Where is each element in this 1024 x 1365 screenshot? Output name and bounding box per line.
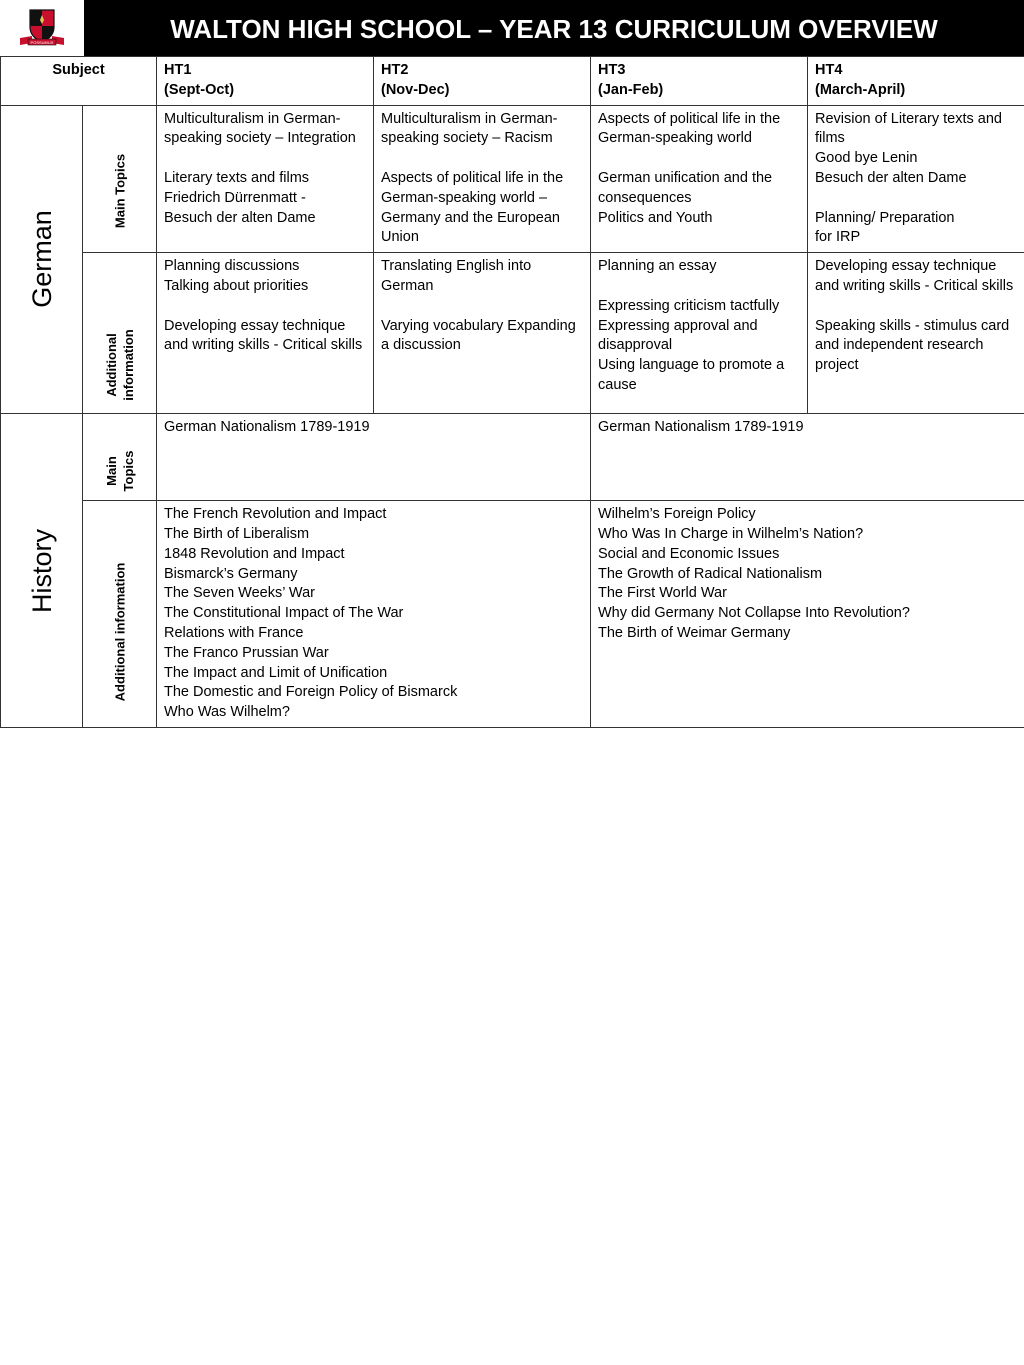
german-additional-ht2: Translating English into German Varying vocabulary Expanding a discussion (374, 253, 591, 414)
german-additional-ht4: Developing essay technique and writing skills - Critical skills Speaking skills - stimulus card and independent research project (808, 253, 1024, 414)
german-main-ht1: Multiculturalism in German-speaking society – Integration Literary texts and films Friedrich Dürrenmatt - Besuch der alten Dame (157, 105, 374, 253)
logo-motto: POSSUMUS (30, 40, 54, 45)
german-main-ht3: Aspects of political life in the German-speaking world German unification and the consequences Politics and Youth (591, 105, 808, 253)
term-label: HT4 (815, 62, 843, 78)
term-label: HT3 (598, 62, 626, 78)
history-main-ht1-ht2: German Nationalism 1789-1919 (157, 414, 591, 501)
history-main-row (1, 414, 1024, 501)
page-title: WALTON HIGH SCHOOL – YEAR 13 CURRICULUM OVERVIEW (170, 14, 938, 44)
row-label-additional-information (83, 501, 157, 728)
page-header (0, 0, 1024, 56)
german-additional-ht3: Planning an essay Expressing criticism tactfully Expressing approval and disapproval Using language to promote a cause (591, 253, 808, 414)
term-dates: (Sept-Oct) (164, 81, 235, 98)
crest-icon (18, 7, 66, 49)
subject-german (1, 105, 83, 414)
curriculum-table (0, 56, 1024, 728)
german-main-row (1, 105, 1024, 253)
german-additional-row (1, 253, 1024, 414)
row-label-text: Main Topics (112, 153, 127, 228)
subject-history (1, 414, 83, 728)
school-logo (0, 0, 84, 56)
term-header-ht1 (157, 57, 374, 106)
term-dates: (Nov-Dec) (381, 81, 450, 98)
term-header-ht2 (374, 57, 591, 106)
history-additional-row (1, 501, 1024, 728)
row-label-text: Additional information (103, 329, 136, 401)
term-dates: (Jan-Feb) (598, 81, 664, 98)
term-dates: (March-April) (815, 81, 906, 98)
row-label-main-topics (83, 105, 157, 253)
term-label: HT1 (164, 62, 192, 78)
term-header-ht4 (808, 57, 1024, 106)
history-additional-ht3-ht4: Wilhelm’s Foreign Policy Who Was In Charge in Wilhelm’s Nation? Social and Economic Issues The Growth of Radical Nationalism The First World War Why did Germany Not Collapse Into Revolution? The Birth of Weimar Germany (591, 501, 1024, 728)
history-main-ht3-ht4: German Nationalism 1789-1919 (591, 414, 1024, 501)
header-row (1, 57, 1024, 106)
subject-label: German (26, 210, 57, 309)
subject-header: Subject (1, 57, 157, 106)
german-main-ht2: Multiculturalism in German-speaking society – Racism Aspects of political life in the German-speaking world – Germany and the European Union (374, 105, 591, 253)
subject-label: History (26, 528, 57, 613)
row-label-main-topics (83, 414, 157, 501)
german-additional-ht1: Planning discussions Talking about priorities Developing essay technique and writing skills - Critical skills (157, 253, 374, 414)
term-label: HT2 (381, 62, 409, 78)
history-additional-ht1-ht2: The French Revolution and Impact The Birth of Liberalism 1848 Revolution and Impact Bismarck’s Germany The Seven Weeks’ War The Constitutional Impact of The War Relations with France The Franco Prussian War The Impact and Limit of Unification The Domestic and Foreign Policy of Bismarck Who Was Wilhelm? (157, 501, 591, 728)
row-label-text: Additional information (112, 562, 127, 702)
german-main-ht4: Revision of Literary texts and films Good bye Lenin Besuch der alten Dame Planning/ Preparation for IRP (808, 105, 1024, 253)
row-label-text: Main Topics (103, 450, 136, 492)
row-label-additional-information (83, 253, 157, 414)
term-header-ht3 (591, 57, 808, 106)
